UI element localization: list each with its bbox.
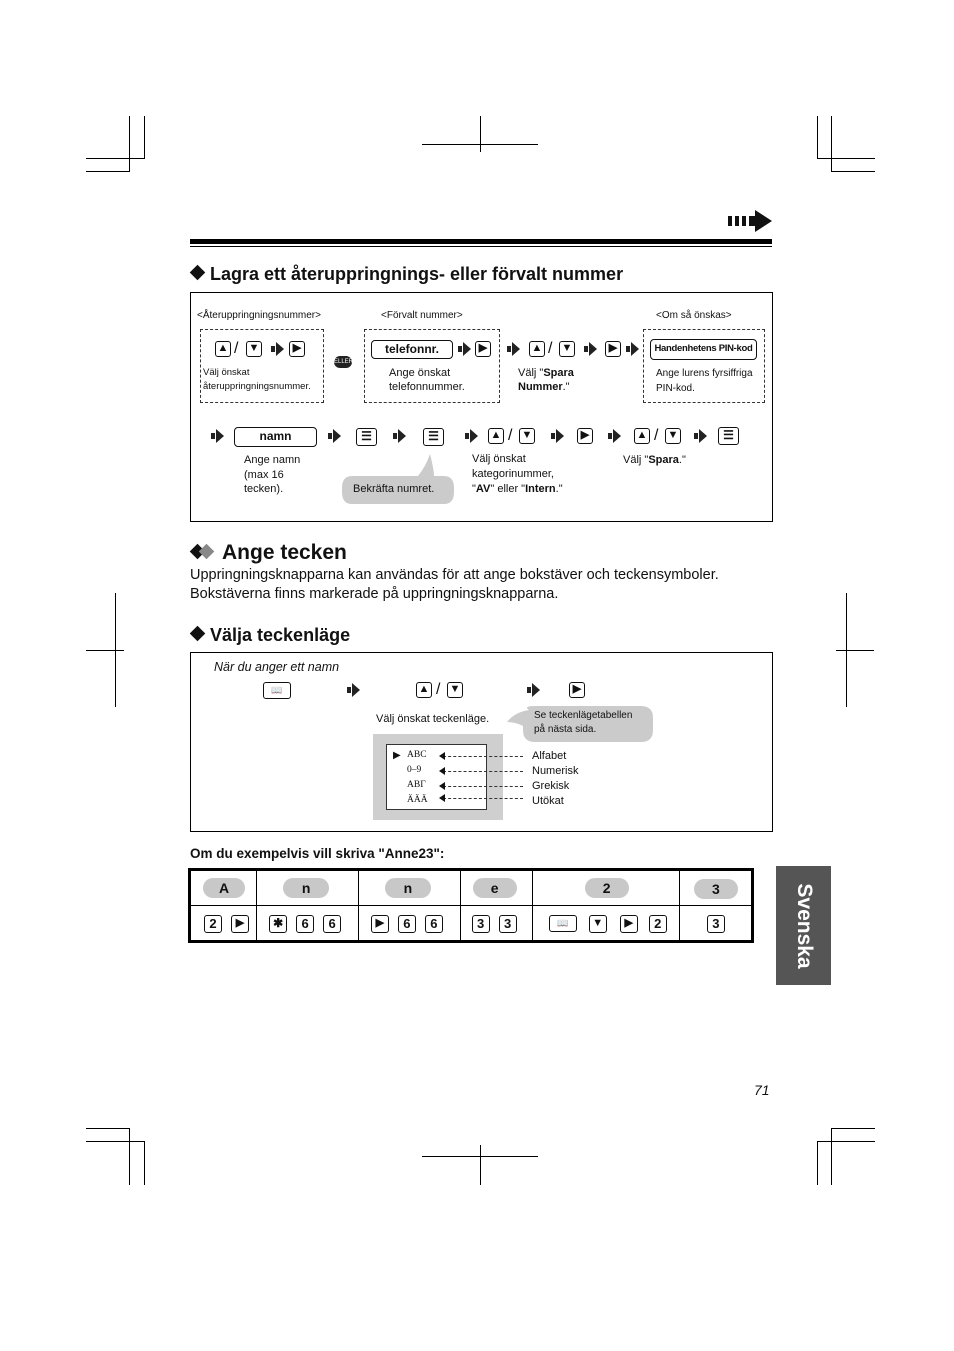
key-6: 6 xyxy=(323,915,341,933)
up-key: ▲ xyxy=(488,428,504,444)
pin-code-field: Handenhetens PIN-kod xyxy=(650,339,757,360)
crop-mark xyxy=(817,158,875,159)
mode-greek: ΑΒΓ xyxy=(407,780,426,790)
right-key: ▶ xyxy=(605,341,621,357)
down-key: ▼ xyxy=(246,341,262,357)
hint-pin: Ange lurens fyrsiffriga PIN-kod. xyxy=(656,368,753,394)
up-key: ▲ xyxy=(634,428,650,444)
header-rule xyxy=(190,239,772,244)
menu-key: ☰ xyxy=(356,428,377,446)
step-arrow-icon xyxy=(512,342,520,356)
page-number: 71 xyxy=(754,1082,770,1098)
key-down: ▼ xyxy=(589,915,607,933)
label-optional: <Om så önskas> xyxy=(656,310,732,321)
hint-mode: Välj önskat teckenläge. xyxy=(376,713,490,725)
label-preset: <Förvalt nummer> xyxy=(381,310,463,321)
crop-mark xyxy=(86,1141,144,1142)
step-arrow-icon xyxy=(532,683,540,697)
step-arrow-icon xyxy=(613,429,621,443)
up-key: ▲ xyxy=(215,341,231,357)
char-oval: 2 xyxy=(585,878,629,898)
menu-key: ☰ xyxy=(718,427,739,445)
key-6: 6 xyxy=(398,915,416,933)
section-heading: Välja teckenläge xyxy=(192,625,350,646)
crop-mark xyxy=(86,158,144,159)
confirm-bubble-shape xyxy=(340,452,456,506)
mode-label-numeric: Numerisk xyxy=(532,765,579,777)
section-heading-large: Ange tecken xyxy=(192,541,347,565)
continue-arrow-icon xyxy=(726,208,774,234)
down-key: ▼ xyxy=(519,428,535,444)
leader-arrowhead-icon xyxy=(439,782,445,790)
crop-mark xyxy=(86,1128,130,1129)
mode-abc: ABC xyxy=(407,750,427,760)
crop-mark xyxy=(86,650,124,651)
char-oval: n xyxy=(283,878,329,898)
menu-key: ☰ xyxy=(423,428,444,446)
step-arrow-icon xyxy=(352,683,360,697)
step-arrow-icon xyxy=(589,342,597,356)
hint-save-number: Välj "Spara Nummer." xyxy=(518,367,574,393)
example-table xyxy=(188,868,754,943)
crop-mark xyxy=(480,116,481,152)
hint-redial: Välj önskat återuppringningsnummer. xyxy=(203,367,311,392)
label-redial: <Återuppringningsnummer> xyxy=(197,310,321,321)
header-rule-thin xyxy=(190,246,772,247)
mode-extended: ÄÄÄ xyxy=(407,795,428,805)
phone-number-field: telefonnr. xyxy=(371,340,453,359)
display-inner xyxy=(386,744,487,810)
example-title: Om du exempelvis vill skriva "Anne23": xyxy=(190,846,445,861)
cursor-icon: ▶ xyxy=(393,750,401,761)
step-arrow-icon xyxy=(556,429,564,443)
body-text: Uppringningsknapparna kan användas för att ange bokstäver och teckensymboler. Bokstäverna finns markerade på uppringningsknapparna. xyxy=(190,567,719,602)
or-badge: ELLER xyxy=(334,356,352,368)
diamond-icon xyxy=(199,544,215,560)
crop-mark xyxy=(817,116,818,159)
right-key: ▶ xyxy=(577,428,593,444)
crop-mark xyxy=(817,1141,818,1185)
leader-line xyxy=(443,798,523,799)
right-key: ▶ xyxy=(569,682,585,698)
crop-mark xyxy=(846,593,847,707)
crop-mark xyxy=(831,116,832,172)
crop-mark xyxy=(129,1128,130,1185)
hint-save: Välj "Spara." xyxy=(623,454,686,466)
diamond-icon xyxy=(190,265,206,281)
char-oval: 3 xyxy=(694,879,738,899)
key-3: 3 xyxy=(472,915,490,933)
slash: / xyxy=(436,681,441,698)
diamond-icon xyxy=(190,626,206,642)
book-key-icon: 📖 xyxy=(263,682,291,699)
mode-label-alphabet: Alfabet xyxy=(532,750,567,762)
key-right: ▶ xyxy=(371,915,389,933)
step-arrow-icon xyxy=(333,429,341,443)
crop-mark xyxy=(836,650,874,651)
crop-mark xyxy=(144,1141,145,1185)
hint-phone: Ange önskat telefonnummer. xyxy=(389,367,465,393)
key-right: ▶ xyxy=(231,915,249,933)
down-key: ▼ xyxy=(665,428,681,444)
slash: / xyxy=(508,427,513,444)
leader-arrowhead-icon xyxy=(439,752,445,760)
mode-numeric: 0–9 xyxy=(407,765,422,775)
down-key: ▼ xyxy=(559,341,575,357)
slash: / xyxy=(548,340,553,357)
name-field: namn xyxy=(234,427,317,447)
crop-mark xyxy=(831,171,875,172)
up-key: ▲ xyxy=(416,682,432,698)
step-arrow-icon xyxy=(470,429,478,443)
bubble-table: Se teckenlägetabellen på nästa sida. xyxy=(534,710,633,735)
crop-mark xyxy=(831,1128,875,1129)
mode-label-extended: Utökat xyxy=(532,795,564,807)
step-arrow-icon xyxy=(699,429,707,443)
leader-arrowhead-icon xyxy=(439,767,445,775)
crop-mark xyxy=(817,1141,875,1142)
up-key: ▲ xyxy=(529,341,545,357)
crop-mark xyxy=(480,1145,481,1185)
key-6: 6 xyxy=(296,915,314,933)
char-oval: n xyxy=(385,878,431,898)
key-right: ▶ xyxy=(620,915,638,933)
right-key: ▶ xyxy=(289,341,305,357)
section-heading: Lagra ett återuppringnings- eller förvalt nummer xyxy=(192,264,623,285)
step-arrow-icon xyxy=(276,342,284,356)
crop-mark xyxy=(831,1128,832,1185)
slash: / xyxy=(654,427,659,444)
key-3: 3 xyxy=(499,915,517,933)
key-6: 6 xyxy=(425,915,443,933)
char-oval: e xyxy=(473,878,517,898)
leader-arrowhead-icon xyxy=(439,794,445,802)
crop-mark xyxy=(86,171,130,172)
right-key: ▶ xyxy=(475,341,491,357)
hint-name: Ange namn (max 16 tecken). xyxy=(244,454,301,495)
leader-line xyxy=(443,756,523,757)
key-2: 2 xyxy=(204,915,222,933)
step-arrow-icon xyxy=(398,429,406,443)
leader-line xyxy=(443,786,523,787)
slash: / xyxy=(234,340,239,357)
step-arrow-icon xyxy=(463,342,471,356)
key-3: 3 xyxy=(707,915,725,933)
leader-line xyxy=(443,771,523,772)
hint-category: Välj önskat kategorinummer, "AV" eller "Intern." xyxy=(472,453,563,495)
key-2: 2 xyxy=(649,915,667,933)
key-star: ✱ xyxy=(269,915,287,933)
crop-mark xyxy=(144,116,145,159)
language-tab: Svenska xyxy=(776,866,831,985)
down-key: ▼ xyxy=(447,682,463,698)
char-oval: A xyxy=(203,878,245,898)
step-arrow-icon xyxy=(216,429,224,443)
bubble-confirm: Bekräfta numret. xyxy=(353,483,435,495)
book-key-icon: 📖 xyxy=(549,915,577,932)
crop-mark xyxy=(129,116,130,172)
step-arrow-icon xyxy=(631,342,639,356)
when-name-label: När du anger ett namn xyxy=(214,660,340,674)
mode-label-greek: Grekisk xyxy=(532,780,570,792)
crop-mark xyxy=(115,593,116,707)
